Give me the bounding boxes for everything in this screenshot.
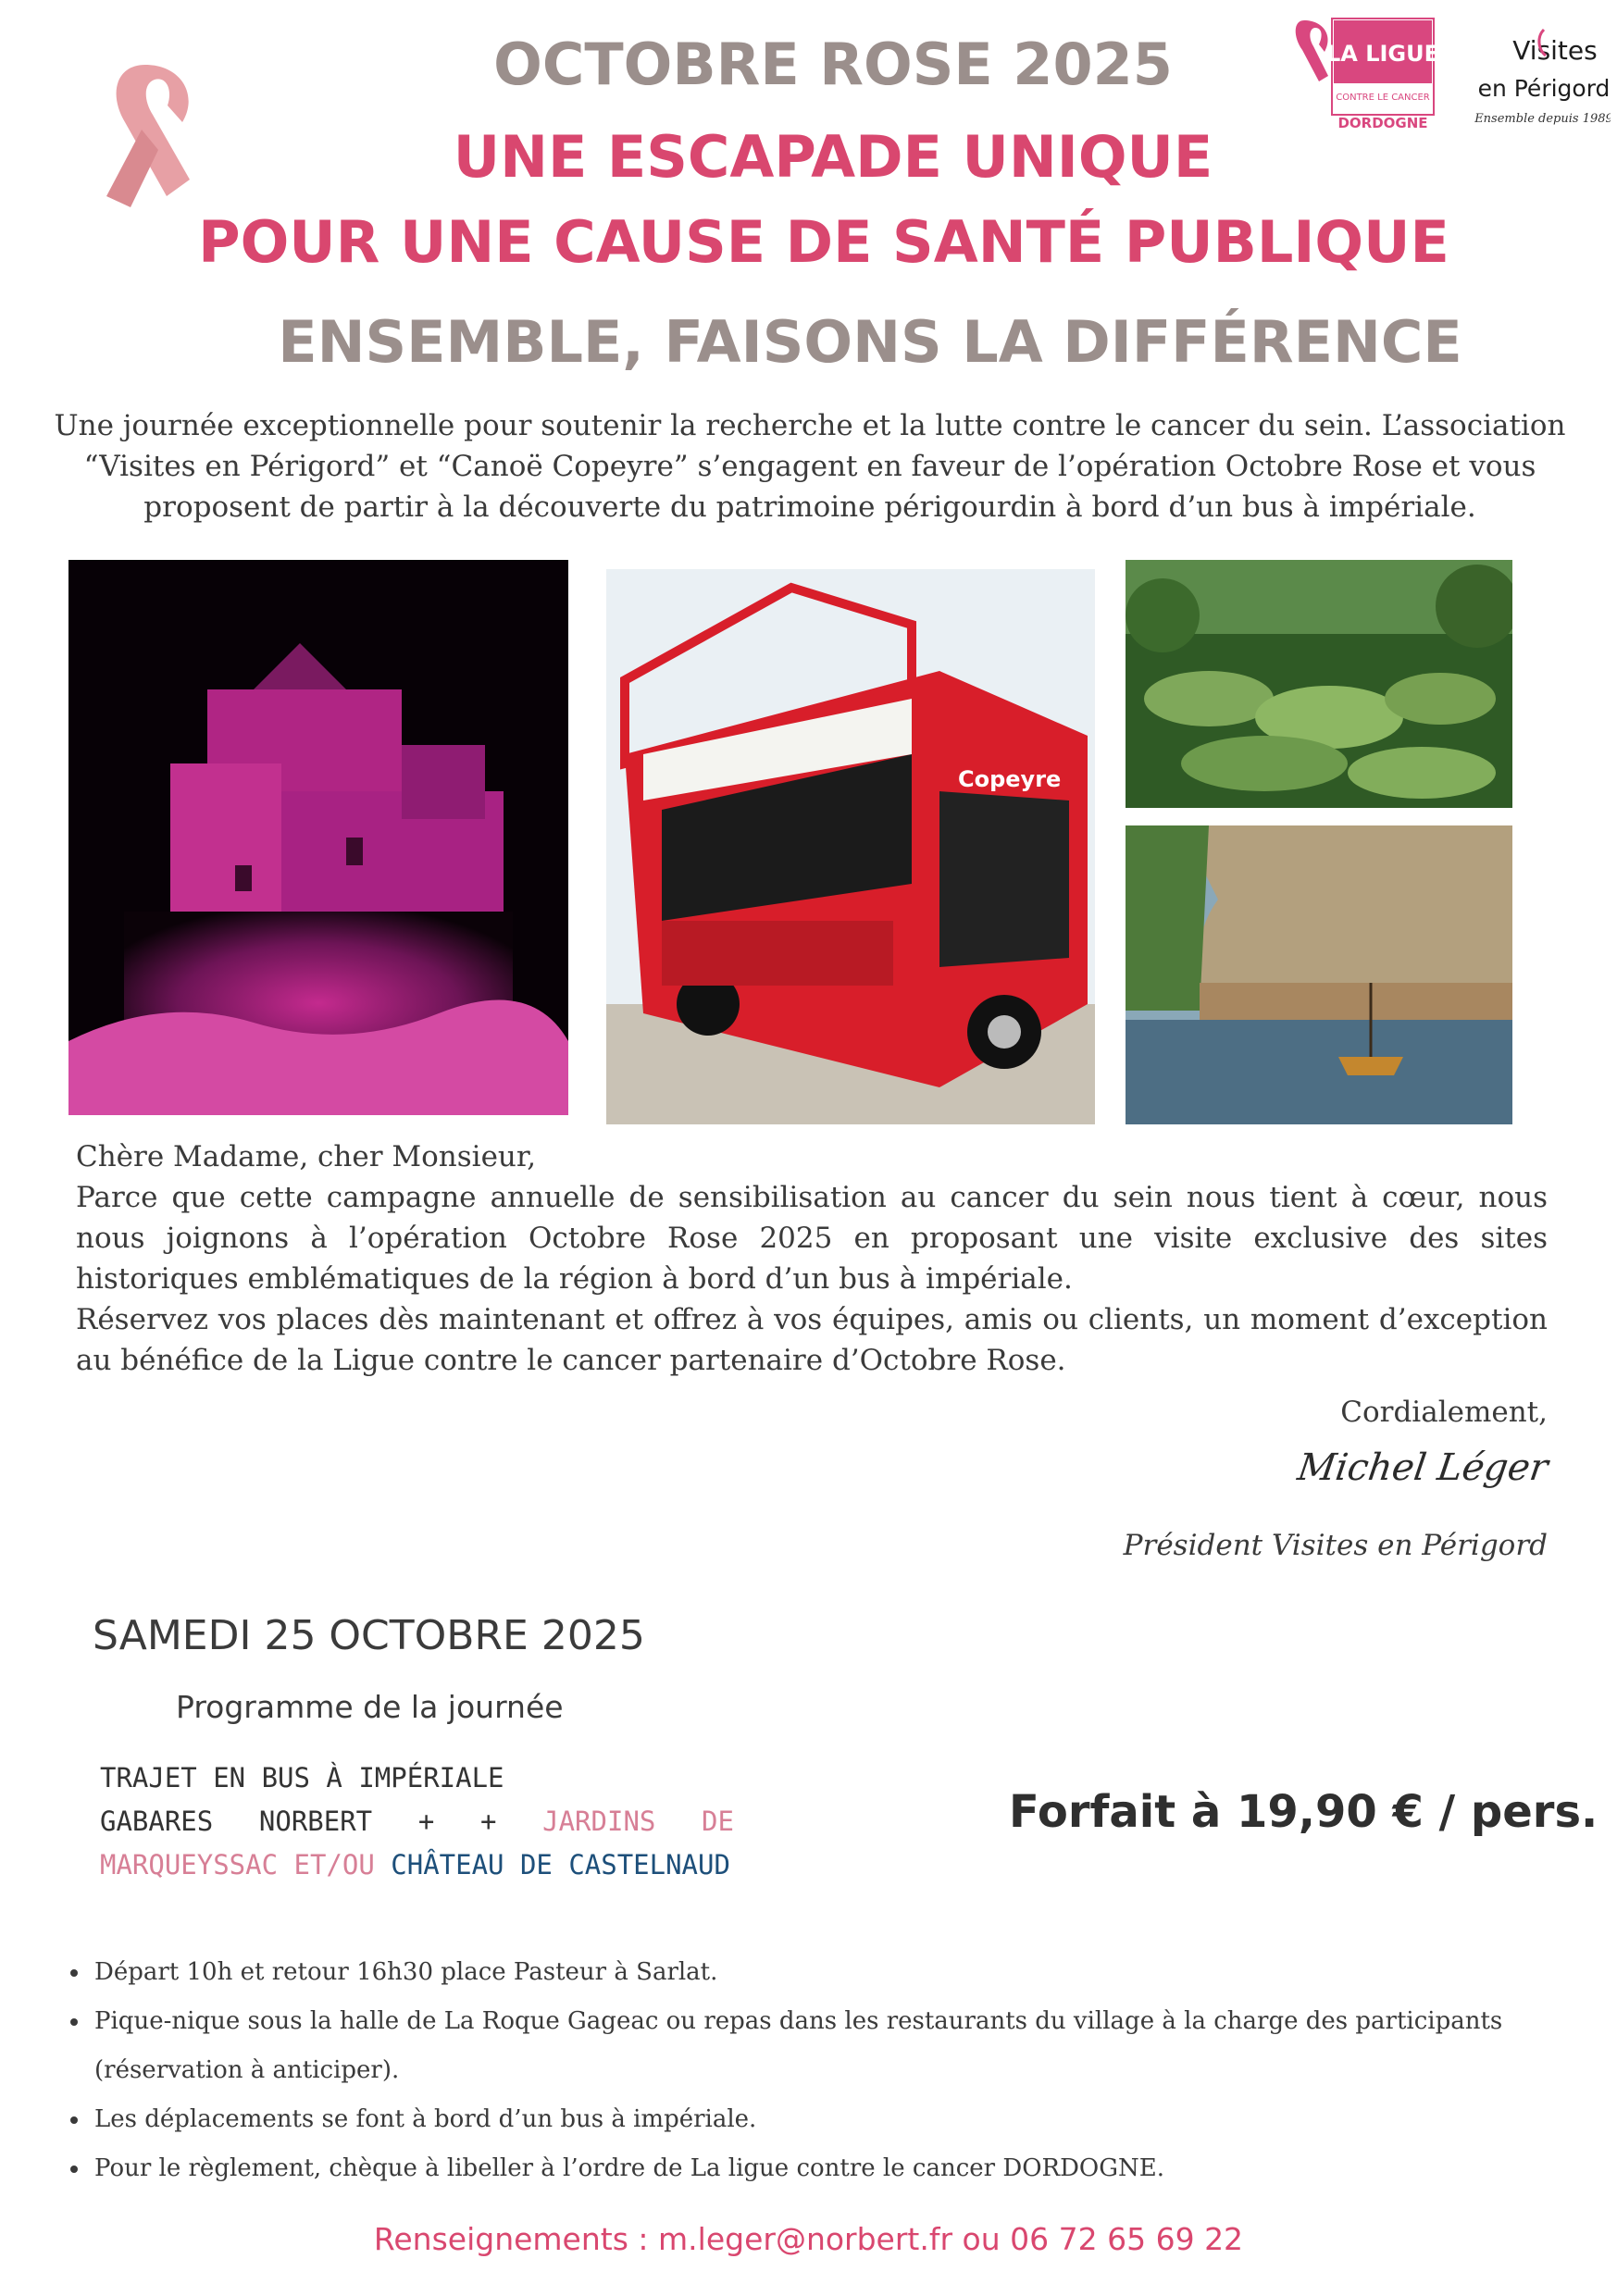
marqueyssac-gardens-photo (1126, 560, 1512, 808)
price-forfait: Forfait à 19,90 € / pers. (1009, 1786, 1598, 1838)
intro-paragraph: Une journée exceptionnelle pour soutenir la recherche et la lutte contre le cancer du sein. L’association “Visites en Périgord” et “Canoë Copeyre” s’engagent en faveur de l’opération Octobre Rose et vous proposent de partir à la découverte du patrimoine périgourdin à bord d’un bus à impériale. (54, 409, 1566, 524)
itinerary-marqueyssac: JARDINS DE MARQUEYSSAC ET/OU (100, 1806, 734, 1880)
itinerary-gabares: GABARES NORBERT + + (100, 1806, 543, 1837)
headline-escapade: UNE ESCAPADE UNIQUE (453, 123, 1213, 191)
signature: Michel Léger (1295, 1446, 1551, 1489)
list-item: • Pour le règlement, chèque à libeller à l’ordre de La ligue contre le cancer DORDOGNE. (91, 2144, 1599, 2193)
event-date: SAMEDI 25 OCTOBRE 2025 (93, 1612, 645, 1659)
contact-or: ou (952, 2221, 1011, 2257)
programme-title: Programme de la journée (176, 1689, 564, 1725)
visites-logo-subtext: en Périgord (1477, 75, 1611, 102)
visites-logo-text: Visites (1512, 35, 1598, 66)
itinerary-bus: TRAJET EN BUS À IMPÉRIALE (100, 1762, 504, 1793)
letter-paragraph-1: Parce que cette campagne annuelle de sensibilisation au cancer du sein nous tient à cœur, nous nous joignons à l’opération Octobre Rose 2025 en proposant une visite exclusive des sites historiques emblématiques de la région à bord d’un bus à impériale. (76, 1181, 1548, 1296)
pink-ribbon-icon (88, 57, 218, 215)
castle-night-photo (68, 560, 568, 1115)
double-decker-bus-photo (606, 569, 1095, 1124)
ligue-logo-region: DORDOGNE (1337, 115, 1428, 131)
page-title: OCTOBRE ROSE 2025 (493, 31, 1173, 98)
letter-body (76, 1136, 1548, 1381)
ligue-logo-text: LA LIGUE (1325, 41, 1439, 67)
ligue-contre-le-cancer-logo (1291, 13, 1439, 131)
la-roque-gageac-photo (1126, 825, 1512, 1124)
itinerary-castelnaud: CHÂTEAU DE CASTELNAUD (391, 1849, 730, 1880)
visites-en-perigord-logo (1472, 22, 1611, 133)
list-item: • Départ 10h et retour 16h30 place Pasteur à Sarlat. (91, 1948, 1599, 1997)
letter-greeting: Chère Madame, cher Monsieur, (76, 1140, 537, 1173)
signatory-role: Président Visites en Périgord (1123, 1529, 1548, 1562)
practical-info-list (54, 1948, 1599, 2193)
bus-sign-text: Copeyre (958, 766, 1062, 792)
itinerary (100, 1756, 734, 1887)
itinerary-sites (100, 1800, 734, 1887)
letter-closing: Cordialement, (1340, 1396, 1548, 1429)
list-item: • Les déplacements se font à bord d’un bus à impériale. (91, 2095, 1599, 2144)
contact-label: Renseignements : (373, 2221, 659, 2257)
contact-email[interactable]: m.leger@norbert.fr (658, 2221, 953, 2257)
list-item: • Pique-nique sous la halle de La Roque Gageac ou repas dans les restaurants du village à la charge des participants (réservation à anticiper). (91, 1997, 1599, 2095)
contact-phone[interactable]: 06 72 65 69 22 (1010, 2221, 1244, 2257)
letter-paragraph-2: Réservez vos places dès maintenant et offrez à vos équipes, amis ou clients, un moment d’exception au bénéfice de la Ligue contre le cancer partenaire d’Octobre Rose. (76, 1303, 1548, 1377)
ligue-logo-subtext: CONTRE LE CANCER (1336, 93, 1430, 103)
headline-ensemble: ENSEMBLE, FAISONS LA DIFFÉRENCE (278, 308, 1462, 376)
visites-logo-tagline: Ensemble depuis 1989 (1474, 112, 1611, 126)
headline-cause: POUR UNE CAUSE DE SANTÉ PUBLIQUE (198, 208, 1449, 276)
contact-line (0, 2221, 1617, 2257)
